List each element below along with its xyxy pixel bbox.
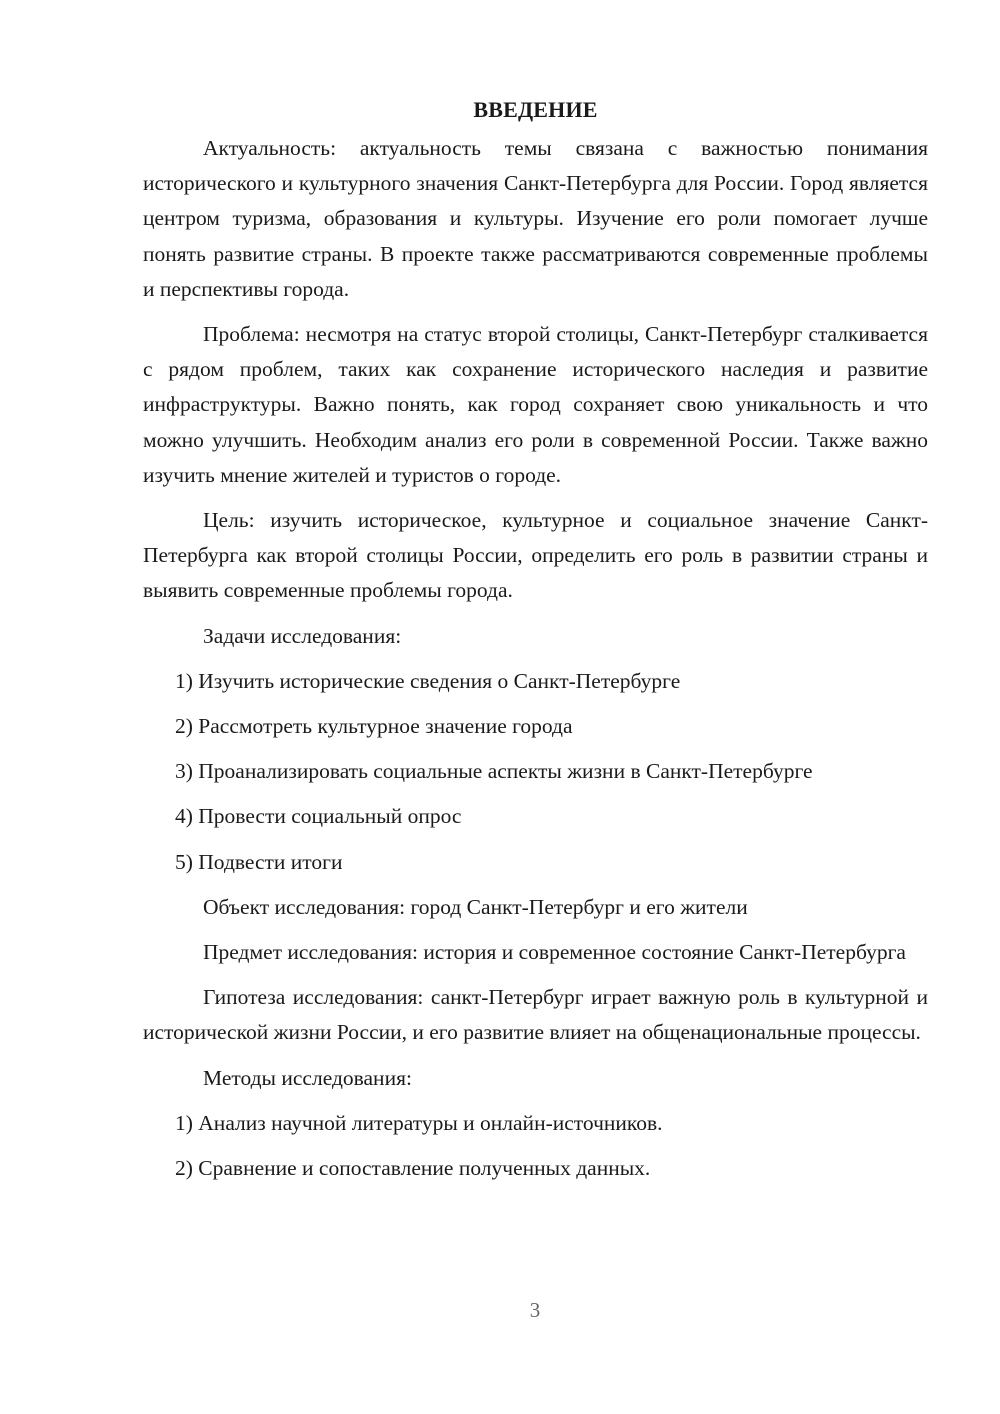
research-hypothesis: Гипотеза исследования: санкт-Петербург играет важную роль в культурной и исторической жизни России, и его развитие влияет на общенациональные процессы. — [143, 985, 928, 1045]
tasks-heading: Задачи исследования: — [203, 623, 402, 648]
task-item: 3) Проанализировать социальные аспекты жизни в Санкт-Петербурге — [175, 759, 813, 784]
task-item: 2) Рассмотреть культурное значение города — [175, 714, 573, 739]
problem-paragraph: Проблема: несмотря на статус второй столицы, Санкт-Петербург сталкивается с рядом проблем, таких как сохранение исторического наследия и развитие инфраструктуры. Важно понять, как город сохраняет свою уникальность и что можно улучшить. Необходим анализ его роли в современной России. Также важно изучить мнение жителей и туристов о городе. — [143, 322, 928, 487]
page-number: 3 — [529, 1298, 541, 1322]
methods-list — [143, 1106, 928, 1186]
section-title: ВВЕДЕНИЕ — [473, 97, 598, 122]
research-subject: Предмет исследования: история и современное состояние Санкт-Петербурга — [203, 940, 906, 965]
task-item: 1) Изучить исторические сведения о Санкт-Петербурге — [175, 668, 681, 693]
document-body — [143, 92, 928, 1196]
tasks-list — [143, 664, 928, 880]
method-item: 2) Сравнение и сопоставление полученных данных. — [175, 1156, 651, 1181]
method-item: 1) Анализ научной литературы и онлайн-источников. — [175, 1110, 663, 1135]
methods-heading: Методы исследования: — [203, 1065, 412, 1090]
task-item: 5) Подвести итоги — [175, 849, 343, 874]
research-object: Объект исследования: город Санкт-Петербург и его жители — [203, 894, 748, 919]
goal-paragraph: Цель: изучить историческое, культурное и социальное значение Санкт-Петербурга как второй столицы России, определить его роль в развитии страны и выявить современные проблемы города. — [143, 508, 928, 603]
relevance-paragraph: Актуальность: актуальность темы связана с важностью понимания исторического и культурного значения Санкт-Петербурга для России. Город является центром туризма, образования и культуры. Изучение его роли помогает лучше понять развитие страны. В проекте также рассматриваются современные проблемы и перспективы города. — [143, 136, 928, 301]
task-item: 4) Провести социальный опрос — [175, 804, 462, 829]
